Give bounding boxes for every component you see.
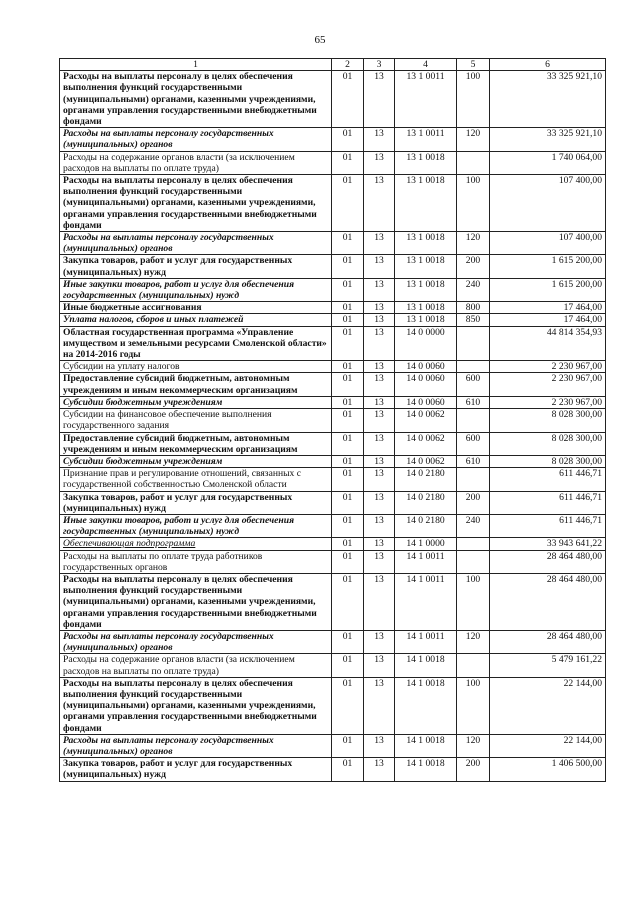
section-code-cell: 01 xyxy=(332,326,364,361)
row-name-cell: Расходы на выплаты персоналу государственных (муниципальных) органов xyxy=(60,128,332,151)
table-row xyxy=(60,278,606,301)
table-row xyxy=(60,538,606,550)
section-code-cell: 01 xyxy=(332,396,364,408)
table-row xyxy=(60,409,606,432)
target-article-cell: 14 1 0000 xyxy=(395,538,457,550)
expense-type-cell: 120 xyxy=(457,734,490,757)
row-name-cell: Закупка товаров, работ и услуг для государственных (муниципальных) нужд xyxy=(60,491,332,514)
row-name-cell: Расходы на выплаты по оплате труда работников государственных органов xyxy=(60,550,332,573)
subsection-code-cell: 13 xyxy=(364,151,395,174)
subsection-code-cell: 13 xyxy=(364,71,395,128)
table-header-row xyxy=(60,59,606,71)
column-header: 3 xyxy=(364,59,395,71)
expense-type-cell: 200 xyxy=(457,491,490,514)
section-code-cell: 01 xyxy=(332,630,364,653)
table-row xyxy=(60,314,606,326)
section-code-cell: 01 xyxy=(332,734,364,757)
section-code-cell: 01 xyxy=(332,468,364,491)
table-row xyxy=(60,373,606,396)
amount-cell: 107 400,00 xyxy=(490,175,606,232)
expense-type-cell: 610 xyxy=(457,455,490,467)
target-article-cell: 14 0 0060 xyxy=(395,373,457,396)
table-row xyxy=(60,654,606,677)
expense-type-cell: 240 xyxy=(457,278,490,301)
expense-type-cell xyxy=(457,409,490,432)
target-article-cell: 14 1 0011 xyxy=(395,550,457,573)
table-row xyxy=(60,491,606,514)
expense-type-cell xyxy=(457,361,490,373)
amount-cell: 8 028 300,00 xyxy=(490,409,606,432)
amount-cell: 1 615 200,00 xyxy=(490,255,606,278)
expense-type-cell: 100 xyxy=(457,573,490,630)
subsection-code-cell: 13 xyxy=(364,232,395,255)
row-name-cell: Субсидии на уплату налогов xyxy=(60,361,332,373)
target-article-cell: 14 0 2180 xyxy=(395,491,457,514)
subsection-code-cell: 13 xyxy=(364,538,395,550)
amount-cell: 22 144,00 xyxy=(490,734,606,757)
row-name-cell: Иные закупки товаров, работ и услуг для обеспечения государственных (муниципальных) нужд xyxy=(60,514,332,537)
subsection-code-cell: 13 xyxy=(364,734,395,757)
row-name-cell: Расходы на выплаты персоналу государственных (муниципальных) органов xyxy=(60,734,332,757)
table-row xyxy=(60,630,606,653)
row-name-cell: Субсидии бюджетным учреждениям xyxy=(60,455,332,467)
table-row xyxy=(60,734,606,757)
amount-cell: 17 464,00 xyxy=(490,314,606,326)
section-code-cell: 01 xyxy=(332,128,364,151)
amount-cell: 33 943 641,22 xyxy=(490,538,606,550)
column-header: 1 xyxy=(60,59,332,71)
section-code-cell: 01 xyxy=(332,538,364,550)
section-code-cell: 01 xyxy=(332,373,364,396)
section-code-cell: 01 xyxy=(332,232,364,255)
expense-type-cell: 600 xyxy=(457,373,490,396)
subsection-code-cell: 13 xyxy=(364,677,395,734)
table-row xyxy=(60,255,606,278)
row-name-cell: Обеспечивающая подпрограмма xyxy=(60,538,332,550)
target-article-cell: 14 0 2180 xyxy=(395,514,457,537)
row-name-cell: Расходы на выплаты персоналу в целях обеспечения выполнения функций государственными (муниципальными) органами, казенными учреждениями, органами управления государственными внебюджетными фондами xyxy=(60,677,332,734)
amount-cell: 1 740 064,00 xyxy=(490,151,606,174)
row-name-cell: Областная государственная программа «Управление имуществом и земельными ресурсами Смоленской области» на 2014-2016 годы xyxy=(60,326,332,361)
section-code-cell: 01 xyxy=(332,432,364,455)
budget-table xyxy=(59,58,606,782)
target-article-cell: 14 0 0062 xyxy=(395,409,457,432)
section-code-cell: 01 xyxy=(332,255,364,278)
target-article-cell: 13 1 0018 xyxy=(395,151,457,174)
row-name-cell: Расходы на выплаты персоналу в целях обеспечения выполнения функций государственными (муниципальными) органами, казенными учреждениями, органами управления государственными внебюджетными фондами xyxy=(60,573,332,630)
amount-cell: 8 028 300,00 xyxy=(490,455,606,467)
section-code-cell: 01 xyxy=(332,314,364,326)
target-article-cell: 14 1 0018 xyxy=(395,734,457,757)
section-code-cell: 01 xyxy=(332,278,364,301)
expense-type-cell: 610 xyxy=(457,396,490,408)
subsection-code-cell: 13 xyxy=(364,128,395,151)
table-body xyxy=(60,71,606,781)
target-article-cell: 14 0 0000 xyxy=(395,326,457,361)
table-row xyxy=(60,232,606,255)
row-name-cell: Закупка товаров, работ и услуг для государственных (муниципальных) нужд xyxy=(60,255,332,278)
column-header: 6 xyxy=(490,59,606,71)
row-name-cell: Предоставление субсидий бюджетным, автономным учреждениям и иным некоммерческим организациям xyxy=(60,432,332,455)
subsection-code-cell: 13 xyxy=(364,455,395,467)
expense-type-cell: 850 xyxy=(457,314,490,326)
subsection-code-cell: 13 xyxy=(364,630,395,653)
target-article-cell: 13 1 0018 xyxy=(395,314,457,326)
target-article-cell: 13 1 0018 xyxy=(395,278,457,301)
target-article-cell: 14 1 0018 xyxy=(395,677,457,734)
row-name-cell: Уплата налогов, сборов и иных платежей xyxy=(60,314,332,326)
target-article-cell: 14 1 0018 xyxy=(395,758,457,781)
table-row xyxy=(60,514,606,537)
subsection-code-cell: 13 xyxy=(364,514,395,537)
table-row xyxy=(60,432,606,455)
amount-cell: 22 144,00 xyxy=(490,677,606,734)
amount-cell: 8 028 300,00 xyxy=(490,432,606,455)
column-header: 5 xyxy=(457,59,490,71)
section-code-cell: 01 xyxy=(332,758,364,781)
subsection-code-cell: 13 xyxy=(364,758,395,781)
expense-type-cell: 120 xyxy=(457,630,490,653)
expense-type-cell: 240 xyxy=(457,514,490,537)
section-code-cell: 01 xyxy=(332,409,364,432)
table-row xyxy=(60,175,606,232)
table-row xyxy=(60,396,606,408)
amount-cell: 17 464,00 xyxy=(490,302,606,314)
target-article-cell: 14 1 0011 xyxy=(395,630,457,653)
amount-cell: 33 325 921,10 xyxy=(490,128,606,151)
row-name-cell: Предоставление субсидий бюджетным, автономным учреждениям и иным некоммерческим организациям xyxy=(60,373,332,396)
amount-cell: 2 230 967,00 xyxy=(490,361,606,373)
section-code-cell: 01 xyxy=(332,455,364,467)
row-name-cell: Иные закупки товаров, работ и услуг для обеспечения государственных (муниципальных) нужд xyxy=(60,278,332,301)
amount-cell: 107 400,00 xyxy=(490,232,606,255)
subsection-code-cell: 13 xyxy=(364,654,395,677)
table-row xyxy=(60,302,606,314)
amount-cell: 2 230 967,00 xyxy=(490,396,606,408)
subsection-code-cell: 13 xyxy=(364,432,395,455)
expense-type-cell xyxy=(457,468,490,491)
subsection-code-cell: 13 xyxy=(364,278,395,301)
section-code-cell: 01 xyxy=(332,491,364,514)
subsection-code-cell: 13 xyxy=(364,175,395,232)
row-name-cell: Расходы на содержание органов власти (за исключением расходов на выплаты по оплате труда) xyxy=(60,654,332,677)
expense-type-cell xyxy=(457,151,490,174)
expense-type-cell: 800 xyxy=(457,302,490,314)
table-row xyxy=(60,151,606,174)
section-code-cell: 01 xyxy=(332,71,364,128)
row-name-cell: Расходы на содержание органов власти (за исключением расходов на выплаты по оплате труда) xyxy=(60,151,332,174)
table-row xyxy=(60,550,606,573)
amount-cell: 33 325 921,10 xyxy=(490,71,606,128)
amount-cell: 611 446,71 xyxy=(490,514,606,537)
section-code-cell: 01 xyxy=(332,573,364,630)
subsection-code-cell: 13 xyxy=(364,409,395,432)
page-number: 65 xyxy=(314,34,326,46)
expense-type-cell: 200 xyxy=(457,758,490,781)
section-code-cell: 01 xyxy=(332,654,364,677)
section-code-cell: 01 xyxy=(332,361,364,373)
expense-type-cell: 100 xyxy=(457,175,490,232)
subsection-code-cell: 13 xyxy=(364,468,395,491)
expense-type-cell xyxy=(457,550,490,573)
target-article-cell: 13 1 0011 xyxy=(395,71,457,128)
row-name-cell: Субсидии на финансовое обеспечение выполнения государственного задания xyxy=(60,409,332,432)
column-header: 2 xyxy=(332,59,364,71)
target-article-cell: 14 0 0062 xyxy=(395,432,457,455)
expense-type-cell: 200 xyxy=(457,255,490,278)
expense-type-cell xyxy=(457,538,490,550)
table-row xyxy=(60,71,606,128)
expense-type-cell: 600 xyxy=(457,432,490,455)
table-row xyxy=(60,361,606,373)
expense-type-cell xyxy=(457,326,490,361)
row-name-cell: Закупка товаров, работ и услуг для государственных (муниципальных) нужд xyxy=(60,758,332,781)
target-article-cell: 14 1 0018 xyxy=(395,654,457,677)
amount-cell: 611 446,71 xyxy=(490,468,606,491)
row-name-cell: Признание прав и регулирование отношений, связанных с государственной собственностью Смоленской области xyxy=(60,468,332,491)
table-row xyxy=(60,677,606,734)
target-article-cell: 14 1 0011 xyxy=(395,573,457,630)
amount-cell: 28 464 480,00 xyxy=(490,630,606,653)
amount-cell: 611 446,71 xyxy=(490,491,606,514)
table-row xyxy=(60,326,606,361)
section-code-cell: 01 xyxy=(332,514,364,537)
section-code-cell: 01 xyxy=(332,175,364,232)
row-name-cell: Расходы на выплаты персоналу в целях обеспечения выполнения функций государственными (муниципальными) органами, казенными учреждениями, органами управления государственными внебюджетными фондами xyxy=(60,71,332,128)
subsection-code-cell: 13 xyxy=(364,326,395,361)
target-article-cell: 14 0 2180 xyxy=(395,468,457,491)
amount-cell: 1 406 500,00 xyxy=(490,758,606,781)
table-row xyxy=(60,573,606,630)
amount-cell: 28 464 480,00 xyxy=(490,550,606,573)
amount-cell: 28 464 480,00 xyxy=(490,573,606,630)
amount-cell: 1 615 200,00 xyxy=(490,278,606,301)
target-article-cell: 13 1 0018 xyxy=(395,175,457,232)
subsection-code-cell: 13 xyxy=(364,255,395,278)
subsection-code-cell: 13 xyxy=(364,361,395,373)
subsection-code-cell: 13 xyxy=(364,396,395,408)
column-header: 4 xyxy=(395,59,457,71)
row-name-cell: Субсидии бюджетным учреждениям xyxy=(60,396,332,408)
target-article-cell: 13 1 0018 xyxy=(395,302,457,314)
target-article-cell: 13 1 0011 xyxy=(395,128,457,151)
amount-cell: 44 814 354,93 xyxy=(490,326,606,361)
target-article-cell: 13 1 0018 xyxy=(395,232,457,255)
expense-type-cell: 120 xyxy=(457,232,490,255)
amount-cell: 2 230 967,00 xyxy=(490,373,606,396)
expense-type-cell: 120 xyxy=(457,128,490,151)
subsection-code-cell: 13 xyxy=(364,302,395,314)
amount-cell: 5 479 161,22 xyxy=(490,654,606,677)
expense-type-cell: 100 xyxy=(457,71,490,128)
subsection-code-cell: 13 xyxy=(364,314,395,326)
row-name-cell: Расходы на выплаты персоналу государственных (муниципальных) органов xyxy=(60,630,332,653)
table-row xyxy=(60,758,606,781)
expense-type-cell: 100 xyxy=(457,677,490,734)
subsection-code-cell: 13 xyxy=(364,373,395,396)
expense-type-cell xyxy=(457,654,490,677)
section-code-cell: 01 xyxy=(332,550,364,573)
subsection-code-cell: 13 xyxy=(364,550,395,573)
table-row xyxy=(60,128,606,151)
target-article-cell: 14 0 0060 xyxy=(395,361,457,373)
section-code-cell: 01 xyxy=(332,302,364,314)
table-row xyxy=(60,455,606,467)
subsection-code-cell: 13 xyxy=(364,491,395,514)
section-code-cell: 01 xyxy=(332,151,364,174)
target-article-cell: 14 0 0060 xyxy=(395,396,457,408)
table-row xyxy=(60,468,606,491)
row-name-cell: Иные бюджетные ассигнования xyxy=(60,302,332,314)
subsection-code-cell: 13 xyxy=(364,573,395,630)
row-name-cell: Расходы на выплаты персоналу в целях обеспечения выполнения функций государственными (муниципальными) органами, казенными учреждениями, органами управления государственными внебюджетными фондами xyxy=(60,175,332,232)
target-article-cell: 13 1 0018 xyxy=(395,255,457,278)
target-article-cell: 14 0 0062 xyxy=(395,455,457,467)
section-code-cell: 01 xyxy=(332,677,364,734)
row-name-cell: Расходы на выплаты персоналу государственных (муниципальных) органов xyxy=(60,232,332,255)
